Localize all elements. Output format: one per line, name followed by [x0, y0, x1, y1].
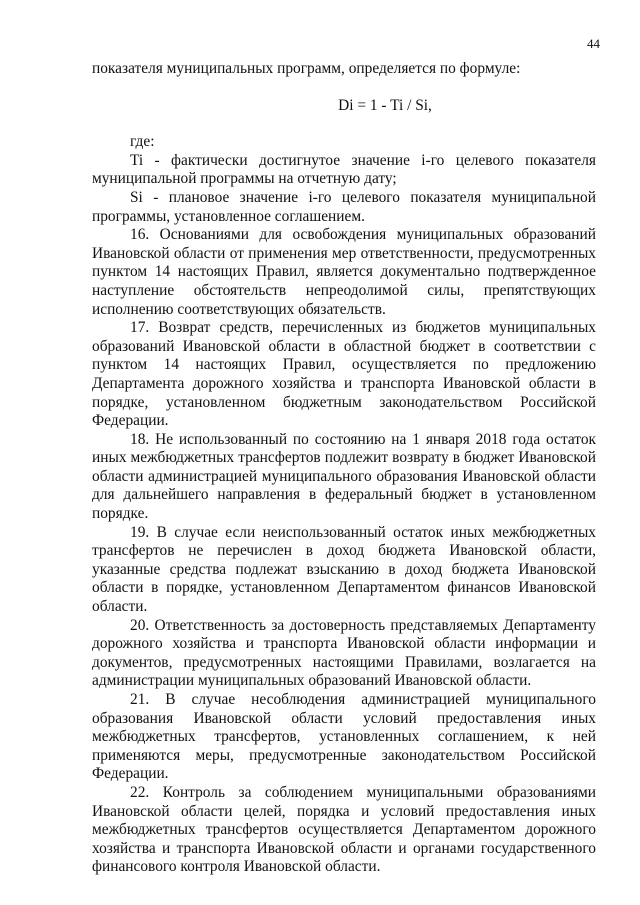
formula: Di = 1 - Ti / Si,: [338, 96, 432, 114]
paragraph-18: 18. Не использованный по состоянию на 1 января 2018 года остаток иных межбюджетных трансфертов подлежит возврату в бюджет Ивановской области администрацией муниципального образования Ивановской области для дальнейшего направления в федеральный бюджет в установленном порядке.: [92, 430, 596, 523]
page-number: 44: [587, 36, 600, 51]
paragraph-20: 20. Ответственность за достоверность представляемых Департаменту дорожного хозяйства и транспорта Ивановской области информации и документов, предусмотренных настоящими Правилами, возлагается на администрации муниципальных образований Ивановской области.: [92, 616, 596, 690]
definition-ti: Ti - фактически достигнутое значение i-го целевого показателя муниципальной программы на отчетную дату;: [92, 151, 596, 188]
paragraph-16: 16. Основаниями для освобождения муниципальных образований Ивановской области от применения мер ответственности, предусмотренных пунктом 14 настоящих Правил, является документально подтвержденное наступление обстоятельств непреодолимой силы, препятствующих исполнению соответствующих обязательств.: [92, 226, 596, 318]
paragraph-19: 19. В случае если неиспользованный остаток иных межбюджетных трансфертов не перечислен в доход бюджета Ивановской области, указанные средства подлежат взысканию в доход бюджета Ивановской области в порядке, установленном Департаментом финансов Ивановской области.: [92, 523, 596, 616]
document-body: [92, 60, 596, 877]
definition-si: Si - плановое значение i-го целевого показателя муниципальной программы, установленное соглашением.: [92, 188, 596, 225]
paragraph-22: 22. Контроль за соблюдением муниципальными образованиями Ивановской области целей, порядка и условий предоставления иных межбюджетных трансфертов осуществляется Департаментом дорожного хозяйства и транспорта Ивановской области и органами государственного финансового контроля Ивановской области.: [92, 783, 596, 876]
paragraph-17: 17. Возврат средств, перечисленных из бюджетов муниципальных образований Ивановской области в областной бюджет в соответствии с пунктом 14 настоящих Правил, осуществляется по предложению Департамента дорожного хозяйства и транспорта Ивановской области в порядке, установленном бюджетным законодательством Российской Федерации.: [92, 319, 596, 430]
where-label: где:: [130, 133, 155, 151]
intro-line: показателя муниципальных программ, определяется по формуле:: [92, 60, 521, 77]
paragraph-21: 21. В случае несоблюдения администрацией муниципального образования Ивановской области условий предоставления иных межбюджетных трансфертов, установленных соглашением, к ней применяются меры, предусмотренные законодательством Российской Федерации.: [92, 691, 596, 783]
